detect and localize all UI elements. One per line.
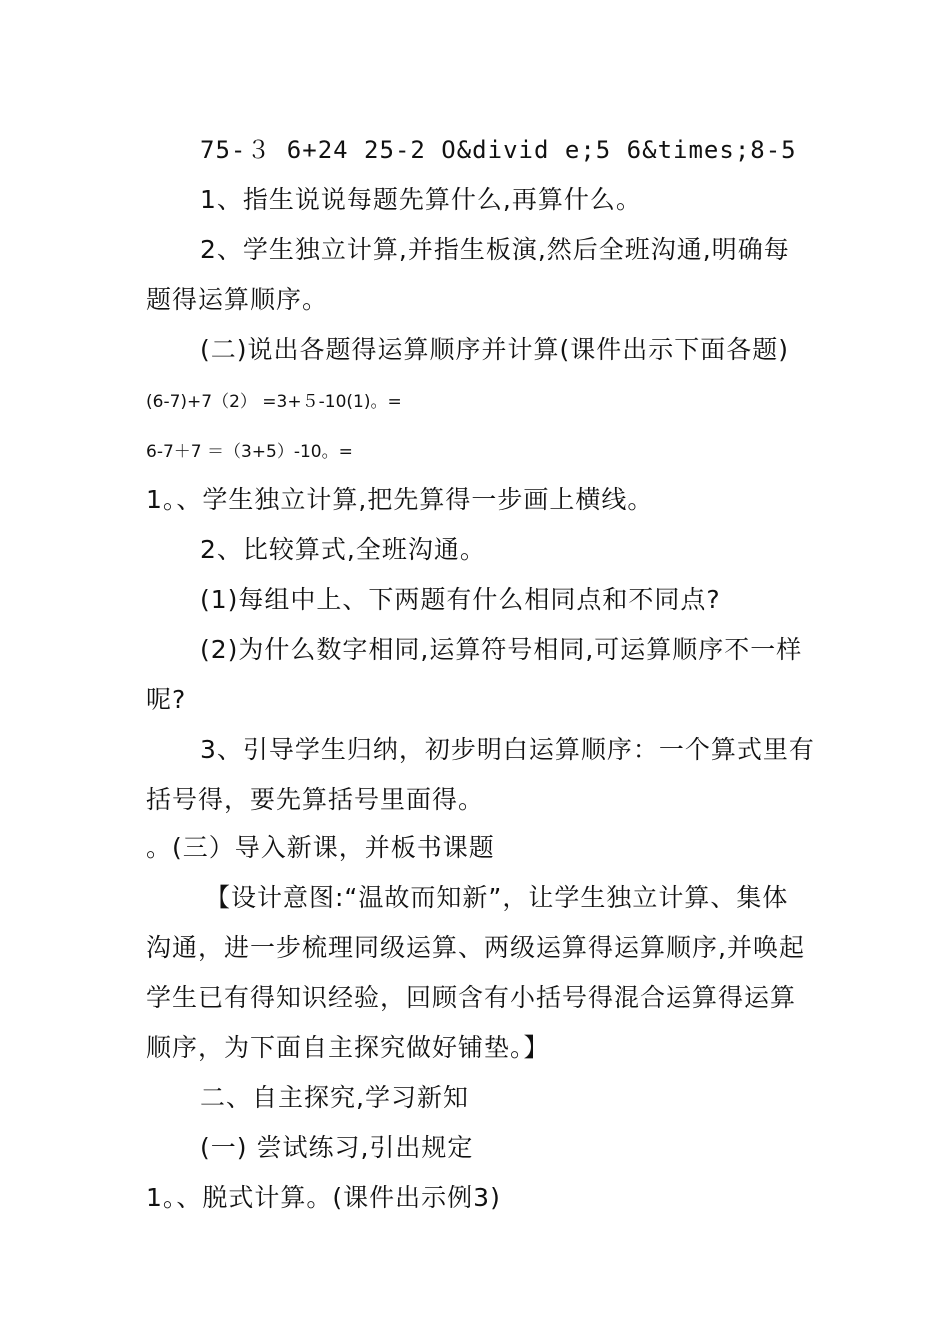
design-intent-line: 顺序，为下面自主探究做好铺垫。】 — [146, 1033, 550, 1062]
design-intent-line: 【设计意图:“温故而知新”，让学生独立计算、集体 — [205, 883, 789, 912]
expression-line: (6-7)+7（2） =3+５-10(1)。= — [146, 392, 402, 412]
paragraph-line: 2、比较算式,全班沟通。 — [200, 535, 486, 564]
section-heading: 二、自主探究,学习新知 — [200, 1083, 469, 1112]
design-intent-line: 沟通，进一步梳理同级运算、两级运算得运算顺序,并唤起 — [146, 933, 805, 962]
paragraph-line: 1。、学生独立计算,把先算得一步画上横线。 — [146, 485, 654, 514]
expression-line: 75-３ 6+24 25-2 O&divid e;5 6&times;8-5 — [200, 136, 797, 164]
paragraph-line: 2、学生独立计算,并指生板演,然后全班沟通,明确每 — [200, 235, 790, 264]
design-intent-line: 学生已有得知识经验，回顾含有小括号得混合运算得运算 — [146, 983, 797, 1012]
expression-line: 6-7＋7 ＝（3+5）-10。= — [146, 442, 353, 462]
question-line: (2)为什么数字相同,运算符号相同,可运算顺序不一样 — [200, 635, 803, 664]
section-heading: 。(三）导入新课，并板书课题 — [146, 833, 495, 862]
paragraph-line: 呢? — [146, 685, 187, 714]
question-line: (1)每组中上、下两题有什么相同点和不同点? — [200, 585, 721, 614]
paragraph-line: 括号得，要先算括号里面得。 — [146, 785, 485, 814]
section-heading: (二)说出各题得运算顺序并计算(课件出示下面各题) — [200, 335, 790, 364]
subsection-heading: (一) 尝试练习,引出规定 — [200, 1133, 474, 1162]
paragraph-line: 3、引导学生归纳，初步明白运算顺序：一个算式里有 — [200, 735, 815, 764]
paragraph-line: 1。、脱式计算。(课件出示例3) — [146, 1183, 501, 1212]
paragraph-line: 1、指生说说每题先算什么,再算什么。 — [200, 185, 642, 214]
paragraph-line: 题得运算顺序。 — [146, 285, 329, 314]
